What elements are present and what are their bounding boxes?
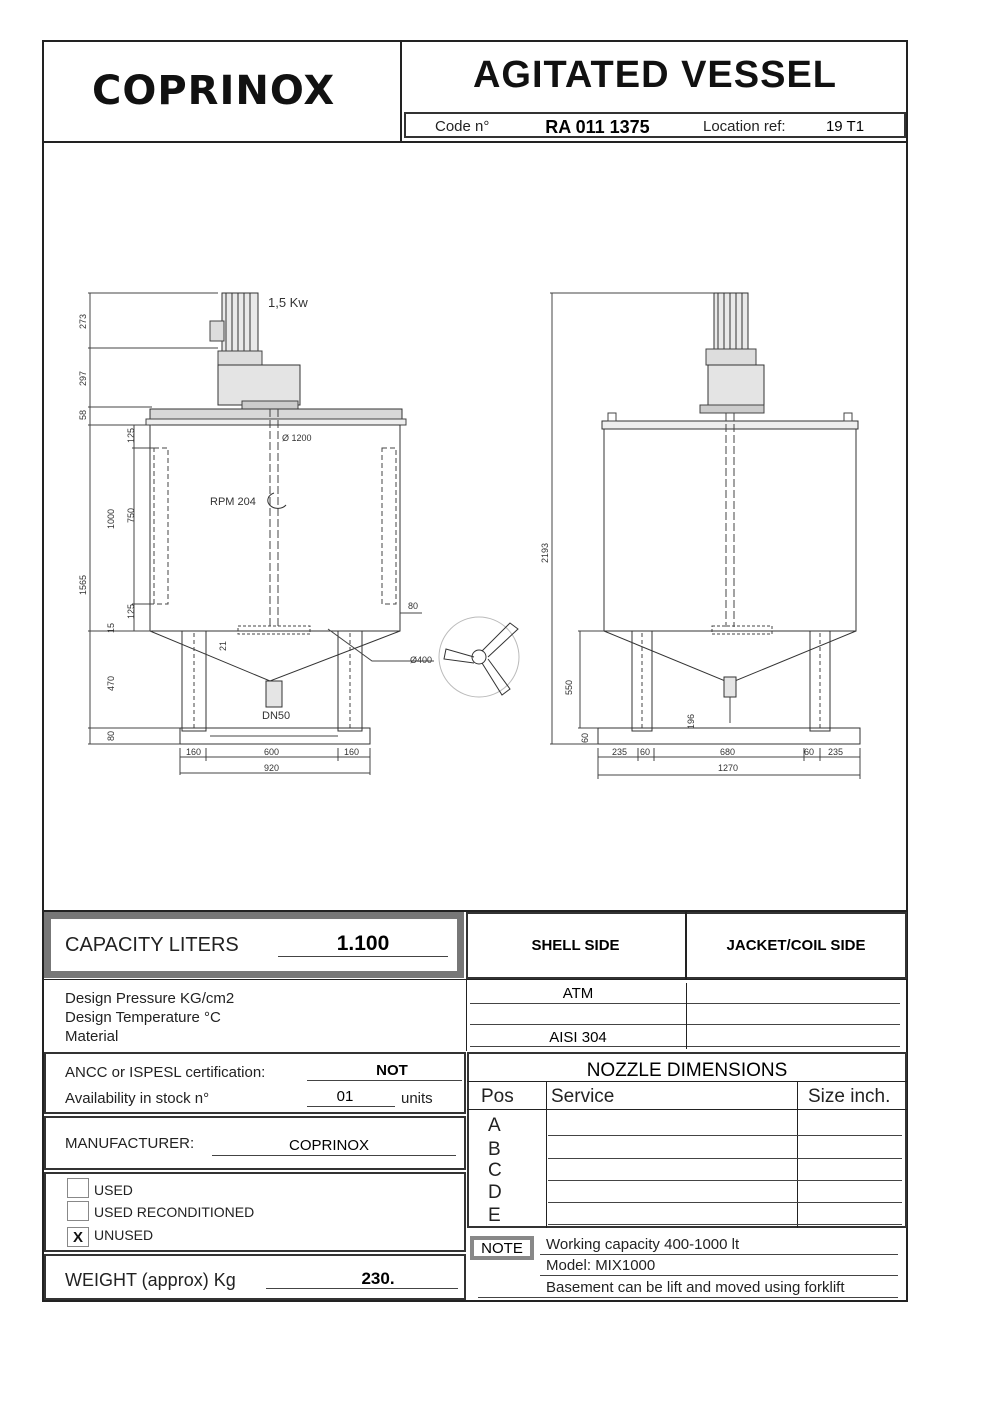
shell-pressure: ATM <box>562 985 594 1002</box>
note-text: Working capacity 400-1000 lt <box>546 1236 740 1253</box>
bottom-dim-label: 1270 <box>718 763 739 773</box>
note-text: Basement can be lift and moved using forklift <box>546 1279 845 1296</box>
used-label: USED <box>94 1182 133 1198</box>
dim-label: 80 <box>106 730 116 741</box>
outlet-label: DN50 <box>262 710 291 722</box>
nozzle-header-pos: Pos <box>481 1086 514 1107</box>
motor-power-label: 1,5 Kw <box>268 295 308 310</box>
manufacturer-label: MANUFACTURER: <box>65 1135 195 1152</box>
code-label: Code n° <box>435 118 490 135</box>
nozzle-pos: B <box>488 1139 501 1160</box>
certification-label: ANCC or ISPESL certification: <box>65 1064 266 1081</box>
dim-label: 1000 <box>106 508 116 529</box>
bottom-dim-label: 160 <box>186 747 202 757</box>
dim-label: 2193 <box>540 542 550 563</box>
bottom-dim-label: 600 <box>264 747 280 757</box>
dim-label: 196 <box>686 713 696 729</box>
nozzle-pos: D <box>488 1182 502 1203</box>
unused-checkbox[interactable]: X <box>67 1227 89 1247</box>
bottom-dim-label: 235 <box>828 747 844 757</box>
diameter-label: Ø 1200 <box>282 433 312 443</box>
shell-material: AISI 304 <box>549 1029 607 1046</box>
nozzle-header-service: Service <box>551 1086 615 1107</box>
capacity-value: 1.100 <box>336 932 390 955</box>
stock-value: 01 <box>336 1088 354 1105</box>
bottom-dim-label: 160 <box>344 747 360 757</box>
used-checkbox[interactable] <box>67 1178 89 1198</box>
dim-label: 125 <box>126 427 136 443</box>
location-label: Location ref: <box>703 118 786 135</box>
nozzle-row-line <box>548 1182 902 1203</box>
design-pressure-label: Design Pressure KG/cm2 <box>65 990 235 1007</box>
shell-side-header: SHELL SIDE <box>531 937 620 954</box>
dim-label: 1565 <box>78 574 88 595</box>
dim-label: 550 <box>564 679 574 695</box>
dim-label: 273 <box>78 313 88 329</box>
unused-label: UNUSED <box>94 1227 154 1243</box>
nozzle-pos: E <box>488 1205 501 1226</box>
nozzle-row-line <box>548 1204 902 1225</box>
design-divider <box>44 979 908 980</box>
company-logo: COPRINOX <box>92 68 336 114</box>
manufacturer-value: COPRINOX <box>288 1137 369 1154</box>
nozzle-pos: A <box>488 1115 501 1136</box>
jacket-side-header: JACKET/COIL SIDE <box>726 937 866 954</box>
dim-label: 297 <box>78 370 88 386</box>
right-view <box>550 293 860 779</box>
nozzle-row-line <box>548 1160 902 1181</box>
dim-label: 15 <box>106 622 116 633</box>
dim-label: 750 <box>126 507 136 523</box>
nozzle-header-size: Size inch. <box>808 1086 891 1107</box>
temperature-row-line <box>470 1008 900 1025</box>
dim-label: 58 <box>78 409 88 420</box>
bottom-dim-label: 60 <box>804 747 815 757</box>
nozzle-row-line <box>548 1138 902 1159</box>
stock-units: units <box>401 1090 433 1107</box>
bottom-dim-label: 235 <box>612 747 628 757</box>
left-view <box>88 293 519 775</box>
design-value-divider <box>686 983 687 1049</box>
nozzle-row-line <box>548 1116 902 1136</box>
dim-label: 470 <box>106 675 116 691</box>
dim-label: 21 <box>218 640 228 651</box>
document-title: AGITATED VESSEL <box>472 54 838 96</box>
used-reconditioned-label: USED RECONDITIONED <box>94 1204 255 1220</box>
dim-label: 80 <box>408 601 419 611</box>
stock-label: Availability in stock n° <box>65 1090 210 1107</box>
bottom-dim-label: 680 <box>720 747 736 757</box>
note-text: Model: MIX1000 <box>546 1257 656 1274</box>
rpm-label: RPM 204 <box>210 496 256 508</box>
bottom-dim-label: 60 <box>640 747 651 757</box>
nozzle-col-divider <box>546 1082 547 1228</box>
nozzle-pos: C <box>488 1160 502 1181</box>
dim-label: 125 <box>126 603 136 619</box>
certification-value: NOT <box>376 1062 408 1079</box>
technical-drawing <box>42 143 908 912</box>
used-reconditioned-checkbox[interactable] <box>67 1201 89 1221</box>
impeller-diameter-label: Ø400 <box>410 655 433 665</box>
bottom-dim-label: 920 <box>264 763 280 773</box>
dim-label: 60 <box>580 732 590 743</box>
weight-label: WEIGHT (approx) Kg <box>65 1270 236 1290</box>
material-label: Material <box>65 1028 119 1045</box>
capacity-label: CAPACITY LITERS <box>65 934 239 956</box>
weight-value: 230. <box>361 1269 395 1288</box>
code-value: RA 011 1375 <box>545 117 650 137</box>
nozzle-title-divider <box>467 1081 907 1082</box>
design-col-divider <box>466 979 467 1051</box>
note-label: NOTE <box>481 1240 523 1257</box>
nozzle-title: NOZZLE DIMENSIONS <box>586 1060 788 1081</box>
nozzle-header-divider <box>467 1109 907 1110</box>
location-value: 19 T1 <box>825 118 865 135</box>
design-temperature-label: Design Temperature °C <box>65 1009 221 1026</box>
